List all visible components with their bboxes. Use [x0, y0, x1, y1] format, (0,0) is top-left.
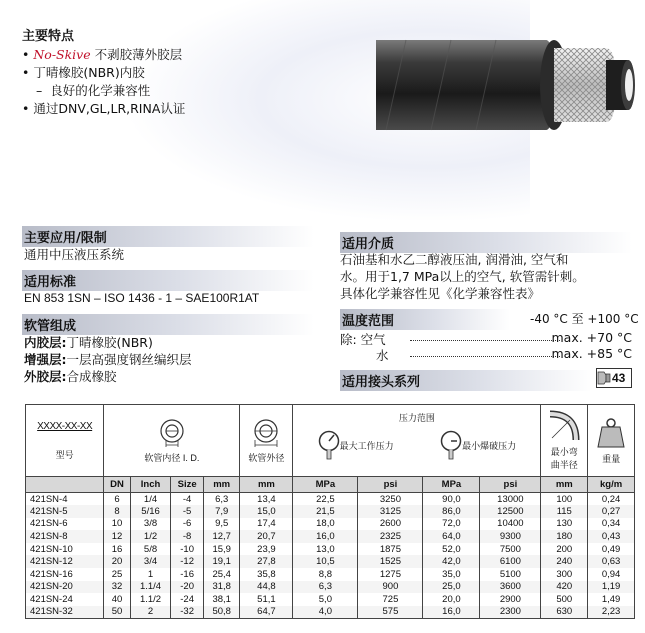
table-cell: 0,43	[588, 530, 635, 543]
table-cell: 0,94	[588, 568, 635, 581]
table-cell: 51,1	[240, 593, 293, 606]
model-cell: 421SN-32	[26, 606, 104, 619]
table-cell: 35,8	[240, 568, 293, 581]
temp-water-value: max. +85 °C	[551, 346, 632, 361]
table-cell: 12,7	[203, 530, 240, 543]
table-cell: 1,19	[588, 581, 635, 594]
table-cell: 19,1	[203, 555, 240, 568]
table-cell: 8	[104, 505, 130, 518]
table-cell: 42,0	[423, 555, 480, 568]
media-heading: 适用介质	[340, 232, 632, 253]
table-cell: 0,24	[588, 493, 635, 506]
application-text: 通用中压液压系统	[24, 247, 125, 262]
table-cell: 180	[541, 530, 588, 543]
table-cell: 40	[104, 593, 130, 606]
table-cell: 18,0	[293, 518, 358, 531]
temp-water-row	[340, 346, 632, 363]
table-cell: 1.1/2	[130, 593, 171, 606]
table-cell: 420	[541, 581, 588, 594]
connector-heading: 适用接头系列	[340, 370, 592, 391]
model-cell: 421SN-6	[26, 518, 104, 531]
table-cell: 5100	[480, 568, 541, 581]
type-header: XXXX-XX-XX 型号	[26, 405, 104, 477]
table-cell: 2	[130, 606, 171, 619]
specification-table	[25, 404, 635, 619]
table-body	[26, 493, 635, 619]
table-cell: 5,0	[293, 593, 358, 606]
table-cell: 115	[541, 505, 588, 518]
table-cell: 15,0	[240, 505, 293, 518]
construction-row: 外胶层:合成橡胶	[24, 369, 117, 384]
table-cell: 10400	[480, 518, 541, 531]
table-cell: 9300	[480, 530, 541, 543]
table-cell: -20	[171, 581, 204, 594]
model-cell: 421SN-4	[26, 493, 104, 506]
table-cell: 8,8	[293, 568, 358, 581]
pressure-range-header: 压力范围 最大工作压力 最小爆破压力	[293, 405, 541, 477]
table-cell: 900	[358, 581, 423, 594]
features-heading: 主要特点	[22, 29, 75, 44]
table-cell: 6	[104, 493, 130, 506]
type-code: XXXX-XX-XX	[37, 420, 93, 432]
table-cell: -10	[171, 543, 204, 556]
table-cell: 300	[541, 568, 588, 581]
table-cell: 20	[104, 555, 130, 568]
table-cell: 13,0	[293, 543, 358, 556]
table-cell: 13000	[480, 493, 541, 506]
model-cell: 421SN-5	[26, 505, 104, 518]
model-cell: 421SN-20	[26, 581, 104, 594]
table-cell: 7500	[480, 543, 541, 556]
table-cell: 3125	[358, 505, 423, 518]
table-cell: -12	[171, 555, 204, 568]
table-cell: 0,34	[588, 518, 635, 531]
feature-item: • No-Skive 不剥胶薄外胶层	[22, 47, 183, 62]
table-cell: -8	[171, 530, 204, 543]
temperature-range: -40 °C 至 +100 °C	[530, 312, 639, 326]
table-cell: 5/8	[130, 543, 171, 556]
table-cell: 38,1	[203, 593, 240, 606]
table-cell: 1.1/4	[130, 581, 171, 594]
model-cell: 421SN-16	[26, 568, 104, 581]
table-row	[26, 543, 635, 556]
inner-diameter-header: 软管内径 I. D.	[104, 405, 240, 477]
table-row	[26, 593, 635, 606]
table-cell: 16,0	[293, 530, 358, 543]
table-cell: 13,4	[240, 493, 293, 506]
table-cell: 1875	[358, 543, 423, 556]
table-cell: 64,7	[240, 606, 293, 619]
temp-air-label: 除: 空气	[340, 332, 386, 347]
model-cell: 421SN-8	[26, 530, 104, 543]
weight-icon	[596, 417, 626, 449]
table-cell: 2600	[358, 518, 423, 531]
table-cell: 16,0	[423, 606, 480, 619]
construction-list	[24, 334, 192, 385]
pressure-gauge-icon	[318, 430, 340, 460]
table-cell: 0,49	[588, 543, 635, 556]
temp-air-value: max. +70 °C	[551, 330, 632, 345]
table-cell: 3/8	[130, 518, 171, 531]
table-cell: 9,5	[203, 518, 240, 531]
table-cell: 10	[104, 518, 130, 531]
hose-illustration	[376, 30, 638, 140]
table-cell: -24	[171, 593, 204, 606]
bend-radius-icon	[546, 410, 582, 442]
table-row	[26, 555, 635, 568]
table-cell: 2,23	[588, 606, 635, 619]
table-row	[26, 530, 635, 543]
table-unit-header: DN Inch Size mm mm MPa psi MPa psi mm kg/m	[26, 477, 635, 493]
table-cell: 3600	[480, 581, 541, 594]
no-skive-brand: No-Skive	[33, 47, 91, 62]
table-cell: 0,27	[588, 505, 635, 518]
table-cell: 200	[541, 543, 588, 556]
table-cell: 72,0	[423, 518, 480, 531]
table-cell: -32	[171, 606, 204, 619]
model-cell: 421SN-12	[26, 555, 104, 568]
table-cell: 25,0	[423, 581, 480, 594]
feature-subitem: – 良好的化学兼容性	[36, 83, 151, 98]
table-cell: 6,3	[293, 581, 358, 594]
table-cell: 27,8	[240, 555, 293, 568]
table-cell: 4,0	[293, 606, 358, 619]
bend-radius-header: 最小弯曲半径	[541, 405, 588, 477]
table-cell: 31,8	[203, 581, 240, 594]
table-cell: 20,7	[240, 530, 293, 543]
table-cell: 7,9	[203, 505, 240, 518]
table-row	[26, 606, 635, 619]
construction-heading: 软管组成	[22, 314, 314, 335]
model-cell: 421SN-10	[26, 543, 104, 556]
table-cell: 500	[541, 593, 588, 606]
table-cell: 12500	[480, 505, 541, 518]
table-cell: 6100	[480, 555, 541, 568]
table-cell: 44,8	[240, 581, 293, 594]
connector-number: 43	[612, 371, 626, 385]
table-cell: 1275	[358, 568, 423, 581]
table-row	[26, 493, 635, 506]
feature-item: • 丁晴橡胶(NBR)内胶	[22, 65, 145, 80]
table-row	[26, 581, 635, 594]
table-cell: 2900	[480, 593, 541, 606]
table-cell: 575	[358, 606, 423, 619]
table-cell: -4	[171, 493, 204, 506]
table-cell: 130	[541, 518, 588, 531]
table-cell: -5	[171, 505, 204, 518]
application-heading: 主要应用/限制	[22, 226, 314, 247]
table-cell: 3250	[358, 493, 423, 506]
temperature-heading: 温度范围	[340, 309, 510, 330]
table-cell: 86,0	[423, 505, 480, 518]
table-cell: 2325	[358, 530, 423, 543]
table-cell: 1	[130, 568, 171, 581]
outer-diameter-icon	[249, 418, 283, 448]
weight-header: 重量	[588, 405, 635, 477]
table-cell: 64,0	[423, 530, 480, 543]
table-cell: 50,8	[203, 606, 240, 619]
table-cell: 22,5	[293, 493, 358, 506]
temp-air-row	[340, 330, 632, 347]
outer-diameter-header: 软管外径	[240, 405, 293, 477]
temp-water-label: 水	[376, 348, 389, 363]
standard-heading: 适用标准	[22, 270, 314, 291]
media-text: 石油基和水乙二醇液压油, 润滑油, 空气和 水。用于1,7 MPa以上的空气, 软管需针刺。 具体化学兼容性见《化学兼容性表》	[340, 252, 585, 301]
table-cell: 16	[104, 543, 130, 556]
burst-gauge-icon	[440, 430, 462, 460]
table-cell: 5/16	[130, 505, 171, 518]
table-cell: 3/4	[130, 555, 171, 568]
model-cell: 421SN-24	[26, 593, 104, 606]
table-cell: 1,49	[588, 593, 635, 606]
table-cell: 12	[104, 530, 130, 543]
table-cell: 52,0	[423, 543, 480, 556]
table-cell: 2300	[480, 606, 541, 619]
table-row	[26, 568, 635, 581]
table-cell: 32	[104, 581, 130, 594]
table-cell: 240	[541, 555, 588, 568]
table-row	[26, 505, 635, 518]
table-cell: 20,0	[423, 593, 480, 606]
inner-diameter-icon	[155, 418, 189, 448]
table-cell: 1525	[358, 555, 423, 568]
construction-row: 内胶层:丁晴橡胶(NBR)	[24, 335, 153, 350]
table-cell: 25	[104, 568, 130, 581]
table-icon-header	[26, 405, 635, 477]
feature-item: • 通过DNV,GL,LR,RINA认证	[22, 101, 186, 116]
table-cell: 25,4	[203, 568, 240, 581]
table-cell: -6	[171, 518, 204, 531]
table-row	[26, 518, 635, 531]
table-cell: 50	[104, 606, 130, 619]
table-cell: 90,0	[423, 493, 480, 506]
table-cell: 35,0	[423, 568, 480, 581]
table-cell: 15,9	[203, 543, 240, 556]
table-cell: 23,9	[240, 543, 293, 556]
table-cell: 10,5	[293, 555, 358, 568]
table-cell: 17,4	[240, 518, 293, 531]
table-cell: 0,63	[588, 555, 635, 568]
table-cell: 725	[358, 593, 423, 606]
table-cell: 1/4	[130, 493, 171, 506]
features-section	[22, 28, 185, 118]
table-cell: -16	[171, 568, 204, 581]
table-cell: 6,3	[203, 493, 240, 506]
table-cell: 630	[541, 606, 588, 619]
construction-row: 增强层:一层高强度钢丝编织层	[24, 352, 192, 367]
table-cell: 21,5	[293, 505, 358, 518]
table-cell: 100	[541, 493, 588, 506]
table-cell: 1/2	[130, 530, 171, 543]
standard-text: EN 853 1SN – ISO 1436 - 1 – SAE100R1AT	[24, 291, 260, 305]
